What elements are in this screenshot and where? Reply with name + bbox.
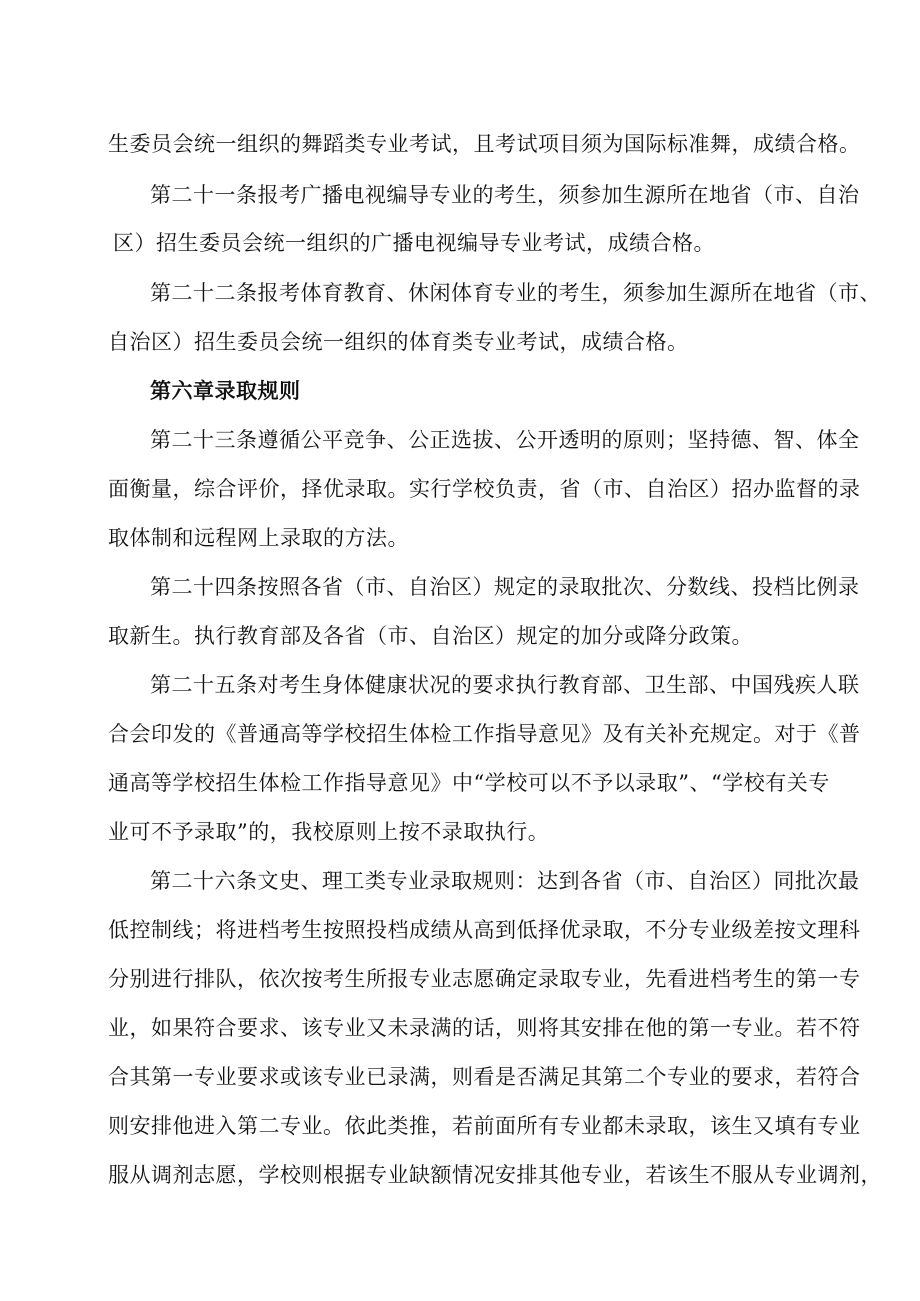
text-line: 通高等学校招生体检工作指导意见》中“学校可以不予以录取”、“学校有关专 [108, 771, 830, 795]
text-line: 生委员会统一组织的舞蹈类专业考试，且考试项目须为国际标准舞，成绩合格。 [108, 132, 861, 156]
text-line: 合其第一专业要求或该专业已录满，则看是否满足其第二个专业的要求，若符合 [108, 1065, 861, 1089]
chapter-heading: 第六章录取规则 [150, 378, 301, 403]
text-line: 面衡量，综合评价，择优录取。实行学校负责，省（市、自治区）招办监督的录 [108, 477, 861, 501]
text-line: 服从调剂志愿，学校则根据专业缺额情况安排其他专业，若该生不服从专业调剂， [108, 1163, 882, 1187]
text-line: 区）招生委员会统一组织的广播电视编导专业考试，成绩合格。 [113, 231, 715, 255]
text-line: 第二十二条报考体育教育、休闲体育专业的考生，须参加生源所在地省（市、 [150, 281, 881, 305]
text-line: 业，如果符合要求、该专业又未录满的话，则将其安排在他的第一专业。若不符 [108, 1016, 861, 1040]
text-line: 第二十三条遵循公平竞争、公正选拔、公开透明的原则；坚持德、智、体全 [150, 428, 860, 452]
text-line: 第二十五条对考生身体健康状况的要求执行教育部、卫生部、中国残疾人联 [150, 673, 860, 697]
text-line: 取体制和远程网上录取的方法。 [108, 526, 409, 550]
text-line: 低控制线；将进档考生按照投档成绩从高到低择优录取，不分专业级差按文理科 [108, 918, 861, 942]
text-line: 取新生。执行教育部及各省（市、自治区）规定的加分或降分政策。 [108, 624, 753, 648]
text-line: 自治区）招生委员会统一组织的体育类专业考试，成绩合格。 [108, 330, 689, 354]
text-line: 第二十一条报考广播电视编导专业的考生，须参加生源所在地省（市、自治 [150, 183, 860, 207]
text-line: 合会印发的《普通高等学校招生体检工作指导意见》及有关补充规定。对于《普 [108, 722, 861, 746]
text-line: 分别进行排队，依次按考生所报专业志愿确定录取专业，先看进档考生的第一专 [108, 967, 861, 991]
text-line: 则安排他进入第二专业。依此类推，若前面所有专业都未录取，该生又填有专业 [108, 1114, 861, 1138]
text-line: 第二十四条按照各省（市、自治区）规定的录取批次、分数线、投档比例录 [150, 575, 860, 599]
text-line: 业可不予录取”的，我校原则上按不录取执行。 [108, 820, 550, 844]
text-line: 第二十六条文史、理工类专业录取规则：达到各省（市、自治区）同批次最 [150, 869, 860, 893]
